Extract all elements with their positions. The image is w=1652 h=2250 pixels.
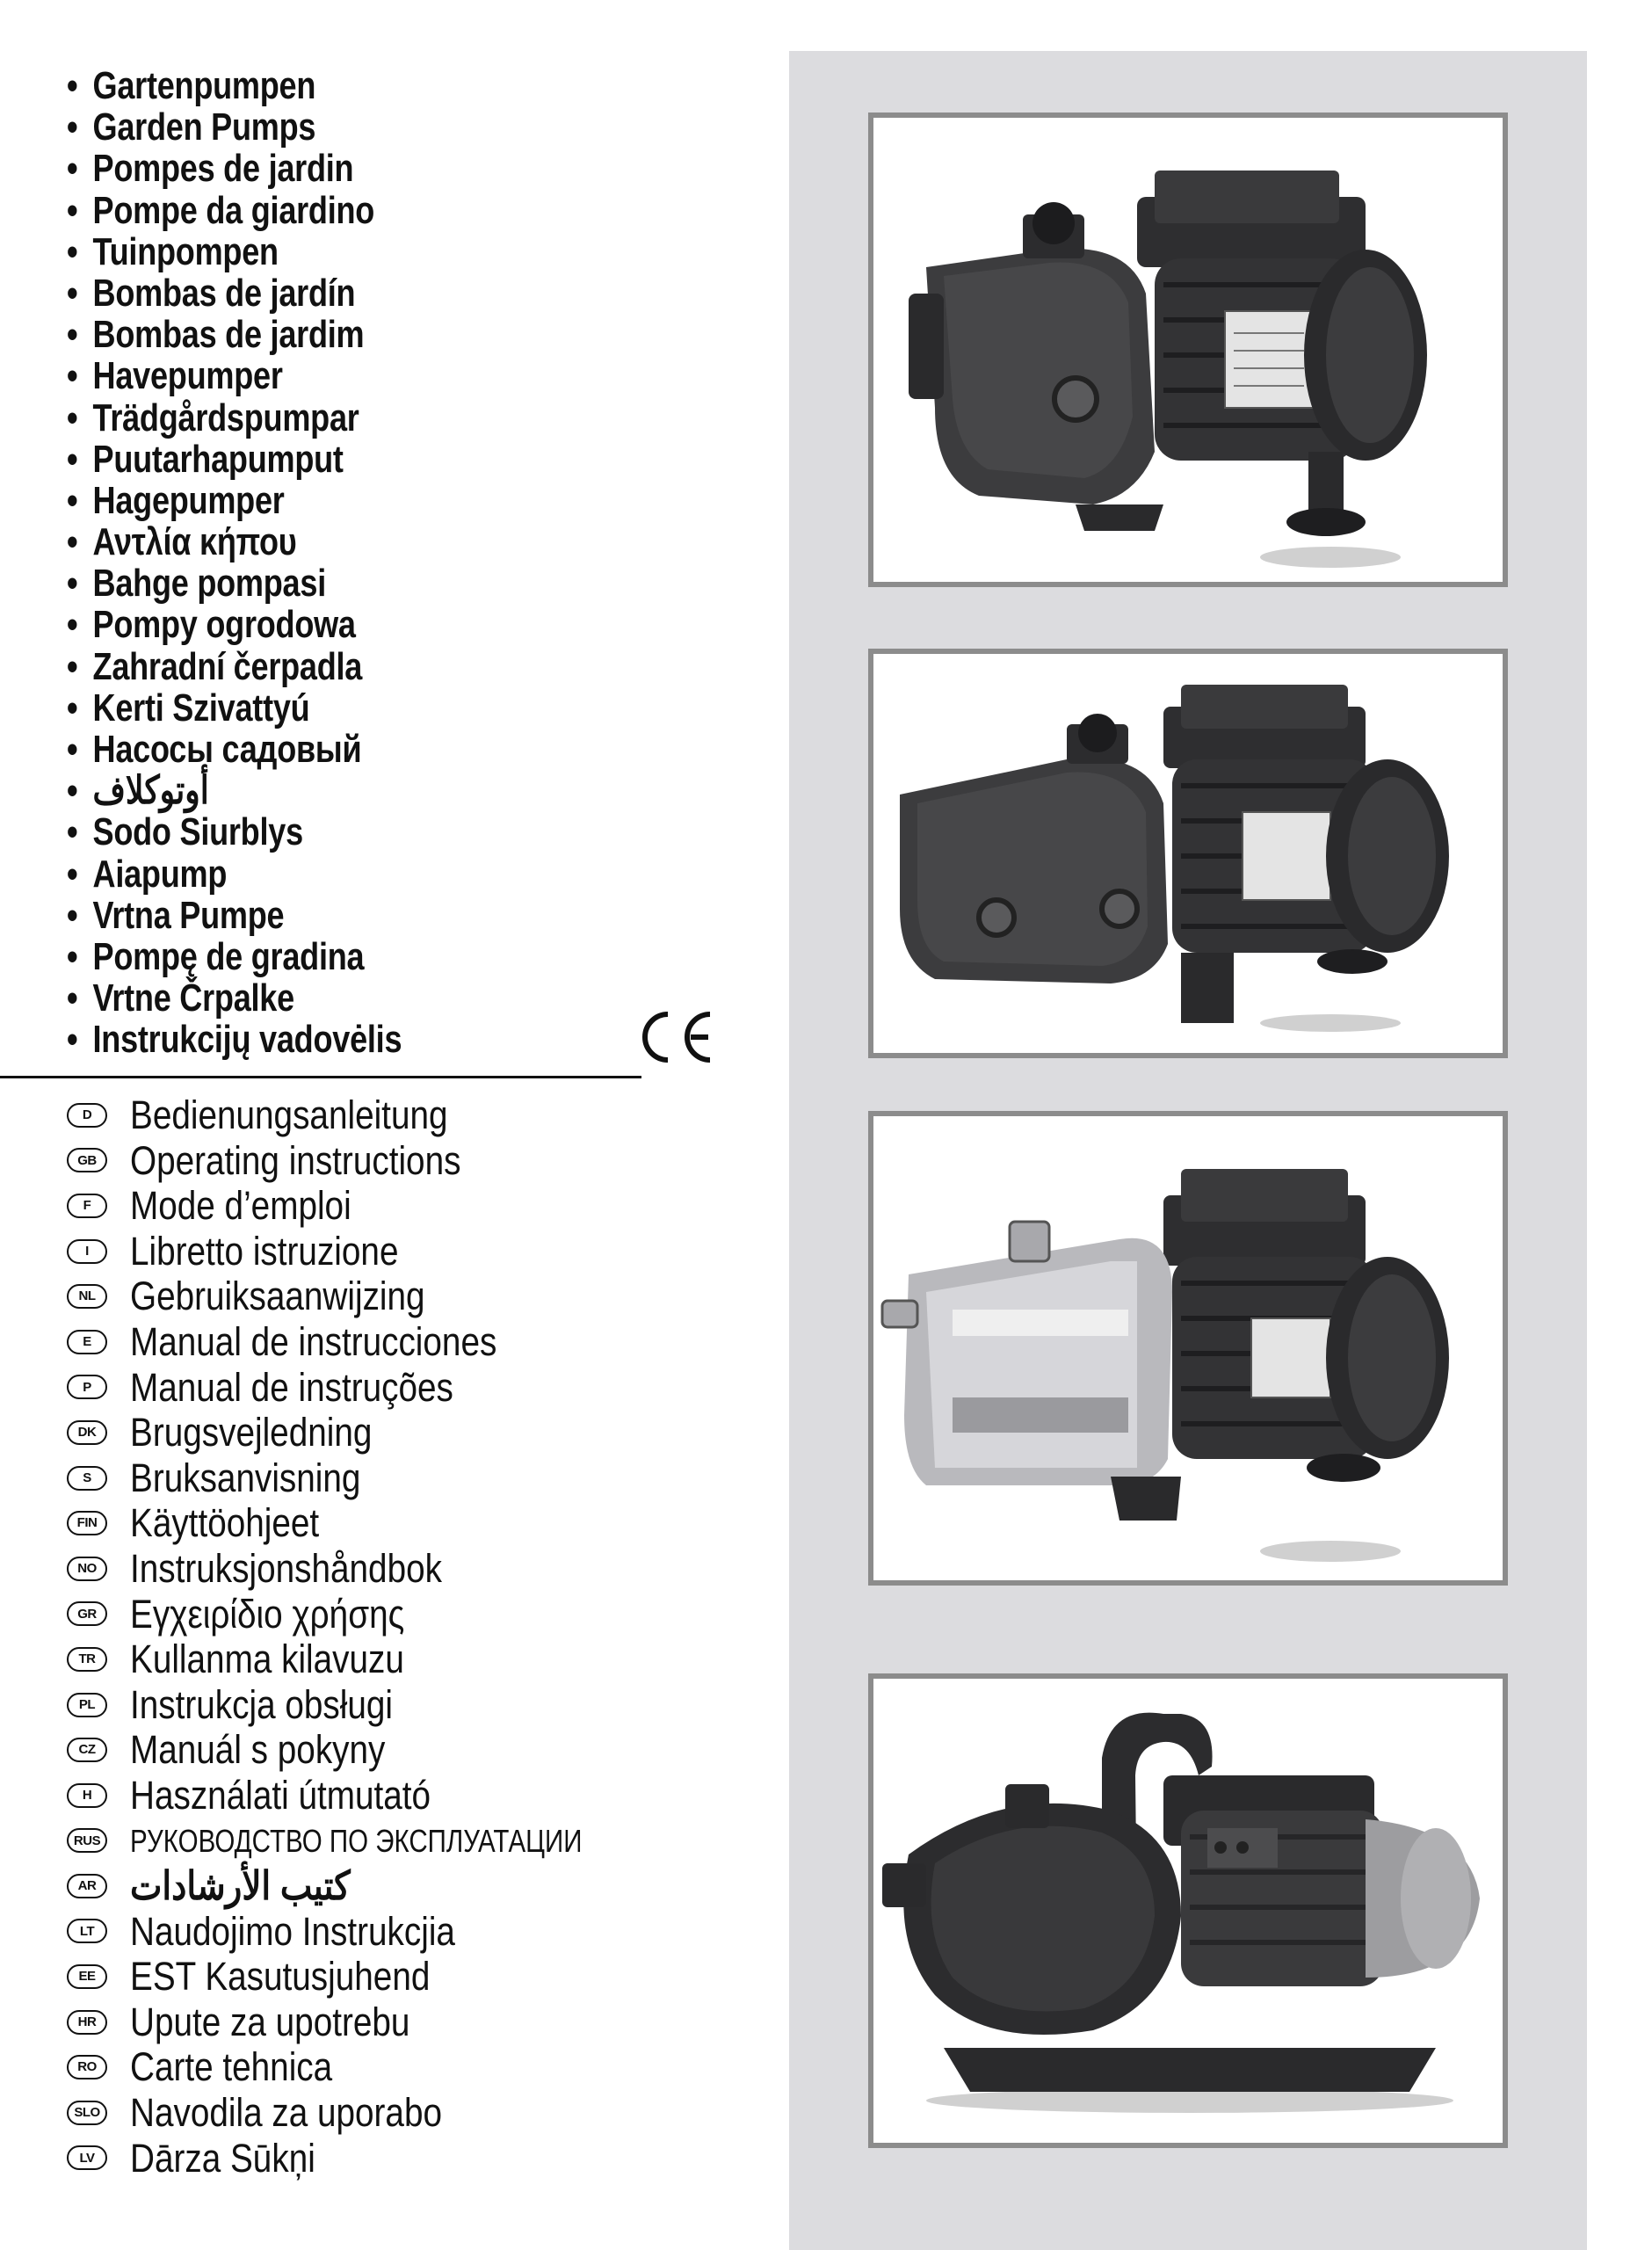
title-item: • Hagepumper <box>67 478 285 522</box>
title-item: • Havepumper <box>67 354 283 398</box>
language-code-badge: P <box>67 1375 107 1399</box>
title-item: • Puutarhapumput <box>67 437 344 481</box>
manual-item: SLO Navodila za uporabo <box>67 2090 681 2136</box>
pump-image-3 <box>868 1111 1508 1586</box>
pump-image-4 <box>868 1673 1508 2148</box>
language-code-badge: RUS <box>67 1828 107 1853</box>
title-item: • Bombas de jardín <box>67 271 356 315</box>
manual-item: H Használati útmutató <box>67 1773 681 1818</box>
language-code-badge: SLO <box>67 2101 107 2125</box>
title-item: • Garden Pumps <box>67 105 316 149</box>
manual-item: P Manual de instruções <box>67 1365 681 1411</box>
language-code-badge: H <box>67 1783 107 1808</box>
section-divider <box>0 1076 641 1078</box>
language-code-badge: PL <box>67 1693 107 1717</box>
jet-pump-cast-iron-2-icon <box>873 654 1503 1053</box>
language-code-badge: AR <box>67 1874 107 1898</box>
language-code-badge: CZ <box>67 1738 107 1762</box>
manual-item: AR كتيب الأرشادات <box>67 1863 681 1909</box>
title-item: • Pompes de jardin <box>67 147 354 191</box>
product-title-list <box>67 65 475 1061</box>
pump-image-2 <box>868 649 1508 1058</box>
title-item: • Sodo Siurblys <box>67 810 303 854</box>
pump-image-1 <box>868 112 1508 587</box>
manual-item: CZ Manuál s pokyny <box>67 1727 681 1773</box>
manual-item: DK Brugsvejledning <box>67 1410 681 1455</box>
language-code-badge: TR <box>67 1647 107 1672</box>
language-code-badge: EE <box>67 1964 107 1989</box>
language-code-badge: FIN <box>67 1511 107 1535</box>
title-item: • Pompe da giardino <box>67 188 375 232</box>
title-item: • Vrtne Črpalke <box>67 976 294 1020</box>
title-item: • أوتوكلاف <box>67 769 209 813</box>
manual-item: LT Naudojimo Instrukcjia <box>67 1909 681 1955</box>
language-code-badge: RO <box>67 2055 107 2079</box>
manual-item: D Bedienungsanleitung <box>67 1092 681 1138</box>
title-item: • Pompę de gradina <box>67 934 365 978</box>
manual-item: EE EST Kasutusjuhend <box>67 1954 681 2000</box>
manual-item: HR Upute za upotrebu <box>67 2000 681 2045</box>
language-code-badge: GB <box>67 1148 107 1172</box>
title-item: • Zahradní čerpadla <box>67 644 363 688</box>
manual-item: E Manual de instrucciones <box>67 1319 681 1365</box>
manual-item: RUS РУКОВОДСТВО ПО ЭКСПЛУАТАЦИИ <box>67 1818 681 1864</box>
manual-item: S Bruksanvisning <box>67 1455 681 1501</box>
language-code-badge: LV <box>67 2145 107 2170</box>
manual-language-list <box>67 1092 681 2181</box>
manual-item: TR Kullanma kilavuzu <box>67 1637 681 1682</box>
language-code-badge: E <box>67 1330 107 1354</box>
title-item: • Trädgårdspumpar <box>67 396 359 439</box>
language-code-badge: GR <box>67 1601 107 1626</box>
garden-pump-handle-icon <box>873 1679 1503 2143</box>
manual-item: LV Dārza Sūkņi <box>67 2136 681 2181</box>
jet-pump-cast-iron-icon <box>873 118 1503 582</box>
language-code-badge: D <box>67 1103 107 1128</box>
manual-item: F Mode d’emploi <box>67 1183 681 1229</box>
title-item: • Pompy ogrodowa <box>67 603 356 647</box>
title-item: • Instrukcijų vadovėlis <box>67 1018 402 1062</box>
title-item: • Gartenpumpen <box>67 64 316 107</box>
jet-pump-stainless-icon <box>873 1116 1503 1580</box>
language-code-badge: LT <box>67 1919 107 1943</box>
title-item: • Bahge pompasi <box>67 562 326 606</box>
ce-mark-icon <box>633 1005 717 1069</box>
manual-item: I Libretto istruzione <box>67 1229 681 1274</box>
title-item: • Bombas de jardim <box>67 313 365 357</box>
language-code-badge: HR <box>67 2010 107 2035</box>
manual-item: NL Gebruiksaanwijzing <box>67 1274 681 1319</box>
manual-item: GB Operating instructions <box>67 1138 681 1184</box>
language-column <box>0 0 650 2250</box>
manual-item: RO Carte tehnica <box>67 2044 681 2090</box>
manual-item: PL Instrukcja obsługi <box>67 1682 681 1728</box>
title-item: • Насосы садовый <box>67 728 362 771</box>
title-item: • Vrtna Pumpe <box>67 893 285 937</box>
language-code-badge: NO <box>67 1557 107 1581</box>
title-item: • Kerti Szivattyú <box>67 686 310 729</box>
title-item: • Tuinpompen <box>67 229 279 273</box>
language-code-badge: NL <box>67 1284 107 1309</box>
manual-item: GR Εγχειρίδιο χρήσης <box>67 1592 681 1637</box>
title-item: • Αντλία κήπου <box>67 520 297 564</box>
language-code-badge: F <box>67 1194 107 1218</box>
language-code-badge: DK <box>67 1420 107 1445</box>
language-code-badge: I <box>67 1239 107 1264</box>
title-item: • Aiapump <box>67 852 228 896</box>
manual-item: NO Instruksjonshåndbok <box>67 1546 681 1592</box>
manual-item: FIN Käyttöohjeet <box>67 1500 681 1546</box>
language-code-badge: S <box>67 1466 107 1491</box>
